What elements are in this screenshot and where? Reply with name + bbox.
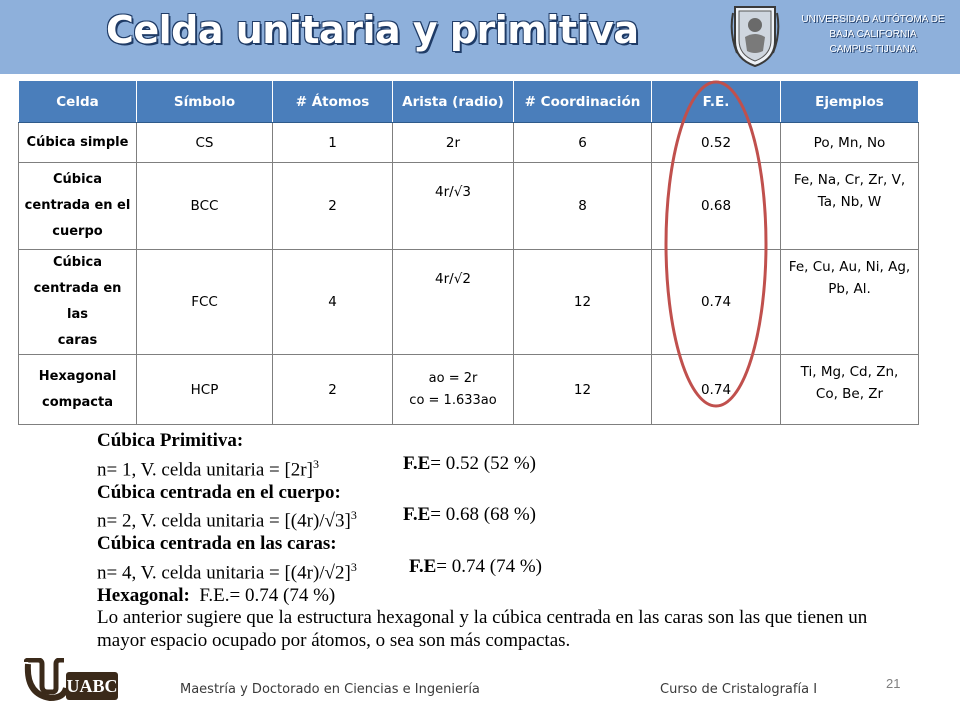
fcc-fe	[409, 556, 542, 579]
cell-ejemplos-line: Pb, Al.	[828, 281, 871, 297]
bcc-volume: n= 2, V. celda unitaria = [(4r)/√3]	[97, 510, 351, 532]
column-header-atomos: # Átomos	[273, 81, 393, 123]
table-row	[19, 163, 919, 250]
cell-simbolo: BCC	[137, 163, 273, 250]
hex-heading: Hexagonal:	[97, 584, 190, 606]
cell-arista-line: ao = 2r	[428, 370, 478, 386]
formula-line	[97, 453, 887, 482]
cell-atomos: 2	[273, 163, 393, 250]
header-bar	[0, 0, 960, 74]
formula-line	[97, 504, 887, 533]
table-row	[19, 250, 919, 355]
formula-line	[97, 482, 887, 505]
cell-celda-line: Cúbica simple	[26, 134, 129, 150]
fcc-volume: n= 4, V. celda unitaria = [(4r)/√2]	[97, 561, 351, 583]
bcc-fe-value: = 0.68 (68 %)	[430, 504, 536, 526]
unit-cell-table	[18, 80, 919, 425]
university-name	[786, 12, 960, 57]
hex-fe: F.E.= 0.74 (74 %)	[199, 584, 336, 606]
cell-simbolo: CS	[137, 123, 273, 163]
cell-arista	[393, 250, 514, 355]
column-header-ejemplos: Ejemplos	[781, 81, 919, 123]
cell-atomos: 2	[273, 355, 393, 425]
column-header-simbolo: Símbolo	[137, 81, 273, 123]
table-row	[19, 123, 919, 163]
cp-heading: Cúbica Primitiva:	[97, 430, 244, 451]
fcc-exponent: 3	[350, 559, 357, 574]
cell-ejemplos-line: Ti, Mg, Cd, Zn,	[800, 364, 899, 380]
cell-arista	[393, 163, 514, 250]
cell-atomos: 1	[273, 123, 393, 163]
university-line-1: UNIVERSIDAD AUTÓTOMA DE	[801, 14, 945, 25]
university-line-2: BAJA CALIFORNIA	[829, 29, 917, 40]
cell-celda	[19, 163, 137, 250]
fcc-heading: Cúbica centrada en las caras:	[97, 533, 337, 555]
cell-celda-line: compacta	[42, 394, 113, 410]
column-header-coordinacion: # Coordinación	[514, 81, 652, 123]
university-line-3: CAMPUS TIJUANA	[829, 44, 917, 55]
cp-fe-value: = 0.52 (52 %)	[430, 452, 536, 474]
cell-celda	[19, 250, 137, 355]
bcc-exponent: 3	[350, 508, 357, 523]
bcc-fe-label: F.E	[403, 504, 431, 526]
fcc-fe-label: F.E	[409, 555, 437, 577]
formula-line	[97, 585, 887, 608]
cell-celda-line: Cúbica	[52, 172, 103, 187]
cell-ejemplos-line: Co, Be, Zr	[815, 386, 884, 402]
cell-fe: 0.68	[652, 163, 781, 250]
cell-coordinacion: 12	[514, 355, 652, 425]
formula-line	[97, 533, 887, 556]
table-row	[19, 355, 919, 425]
footer-program: Maestría y Doctorado en Ciencias e Ingeniería	[180, 682, 480, 697]
cell-ejemplos	[781, 123, 919, 163]
cp-exponent: 3	[312, 456, 319, 471]
cell-celda-line: cuerpo	[52, 224, 103, 239]
column-header-celda: Celda	[19, 81, 137, 123]
cell-fe: 0.74	[652, 250, 781, 355]
cell-arista	[393, 355, 514, 425]
cell-coordinacion: 6	[514, 123, 652, 163]
cell-celda	[19, 123, 137, 163]
formula-line	[97, 556, 887, 585]
cp-fe-label: F.E	[403, 452, 431, 474]
cell-arista-line: co = 1.633ao	[409, 392, 497, 408]
conclusion-paragraph: Lo anterior sugiere que la estructura hexagonal y la cúbica centrada en las caras son las que tienen un mayor espacio ocupado por átomos, o sea son más compactas.	[97, 607, 868, 651]
cell-celda-line: centrada en las	[33, 281, 122, 322]
bcc-heading: Cúbica centrada en el cuerpo:	[97, 481, 341, 503]
cell-coordinacion: 8	[514, 163, 652, 250]
cell-ejemplos-line: Fe, Cu, Au, Ni, Ag,	[788, 259, 911, 275]
cell-ejemplos-line: Fe, Na, Cr, Zr, V,	[793, 172, 906, 188]
cp-volume: n= 1, V. celda unitaria = [2r]	[97, 458, 313, 480]
cell-celda-line: Hexagonal	[38, 368, 117, 384]
bcc-fe	[403, 504, 536, 527]
cell-fe: 0.74	[652, 355, 781, 425]
cell-atomos: 4	[273, 250, 393, 355]
cp-fe	[403, 453, 536, 476]
cell-celda	[19, 355, 137, 425]
cell-celda-line: centrada en el	[24, 198, 131, 213]
table-header-row	[19, 81, 919, 123]
formula-line	[97, 430, 887, 453]
cell-ejemplos	[781, 355, 919, 425]
fcc-fe-value: = 0.74 (74 %)	[436, 555, 542, 577]
column-header-arista: Arista (radio)	[393, 81, 514, 123]
column-header-fe: F.E.	[652, 81, 781, 123]
slide-title: Celda unitaria y primitiva	[106, 8, 639, 52]
cell-simbolo: FCC	[137, 250, 273, 355]
cell-arista-line: 2r	[445, 134, 461, 151]
cell-arista-line: 4r/√2	[435, 271, 471, 287]
uabc-logo-icon	[24, 658, 120, 702]
cell-fe: 0.52	[652, 123, 781, 163]
cell-ejemplos	[781, 163, 919, 250]
footer-course: Curso de Cristalografía I	[660, 682, 818, 697]
cell-simbolo: HCP	[137, 355, 273, 425]
formulas-block	[97, 430, 887, 652]
cell-celda-line: caras	[57, 333, 98, 348]
cell-ejemplos-line: Ta, Nb, W	[817, 194, 882, 210]
cell-arista-line: 4r/√3	[435, 184, 471, 200]
university-seal-icon	[729, 3, 781, 69]
cell-coordinacion: 12	[514, 250, 652, 355]
cell-ejemplos-line: Po, Mn, No	[813, 134, 886, 151]
page-number: 21	[886, 676, 901, 691]
logo-text: UABC	[66, 676, 118, 696]
cell-celda-line: Cúbica	[52, 255, 103, 270]
cell-arista	[393, 123, 514, 163]
cell-ejemplos	[781, 250, 919, 355]
